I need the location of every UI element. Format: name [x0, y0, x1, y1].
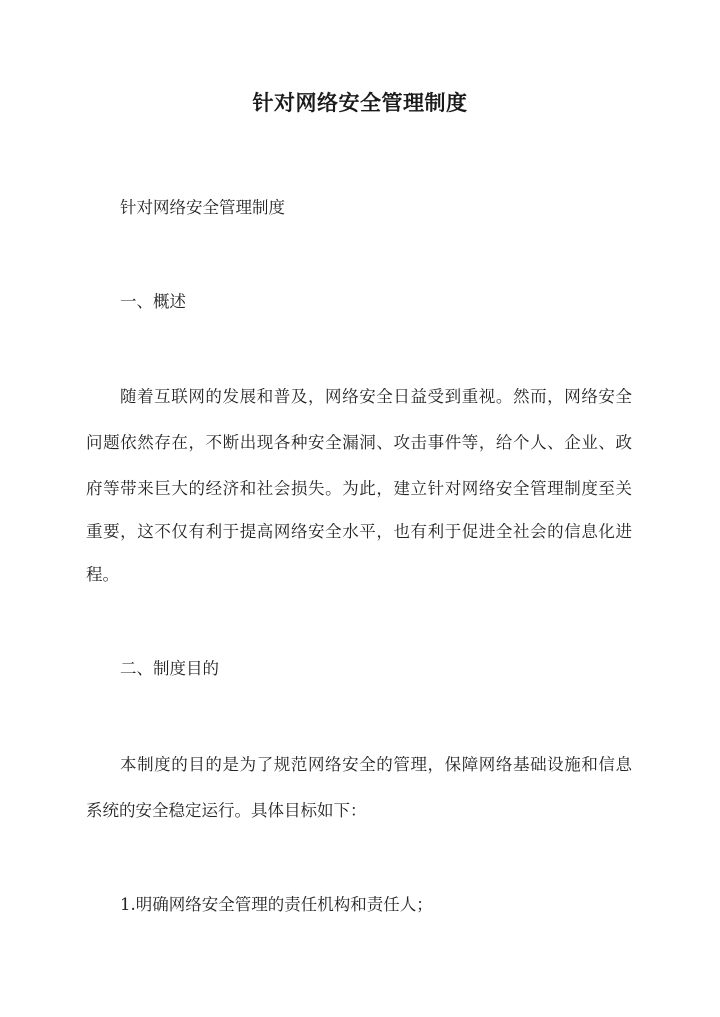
paragraph-line: 随着互联网的发展和普及，网络安全日益受到重视。然而，网络安全: [120, 387, 632, 406]
document-subtitle: 针对网络安全管理制度: [120, 198, 285, 217]
section-heading-purpose: 二、制度目的: [120, 659, 219, 678]
paragraph-line: 重要，这不仅有利于提高网络安全水平，也有利于促进全社会的信息化进: [86, 522, 632, 541]
list-item: 1.明确网络安全管理的责任机构和责任人；: [120, 895, 433, 914]
paragraph-line: 本制度的目的是为了规范网络安全的管理，保障网络基础设施和信息: [120, 755, 632, 774]
section-heading-overview: 一、概述: [120, 292, 186, 311]
paragraph-line: 问题依然存在，不断出现各种安全漏洞、攻击事件等，给个人、企业、政: [86, 433, 632, 452]
document-title: 针对网络安全管理制度: [252, 90, 468, 115]
paragraph-line: 系统的安全稳定运行。具体目标如下：: [86, 801, 367, 820]
paragraph-line: 府等带来巨大的经济和社会损失。为此，建立针对网络安全管理制度至关: [86, 479, 632, 498]
paragraph-line: 程。: [86, 565, 119, 584]
